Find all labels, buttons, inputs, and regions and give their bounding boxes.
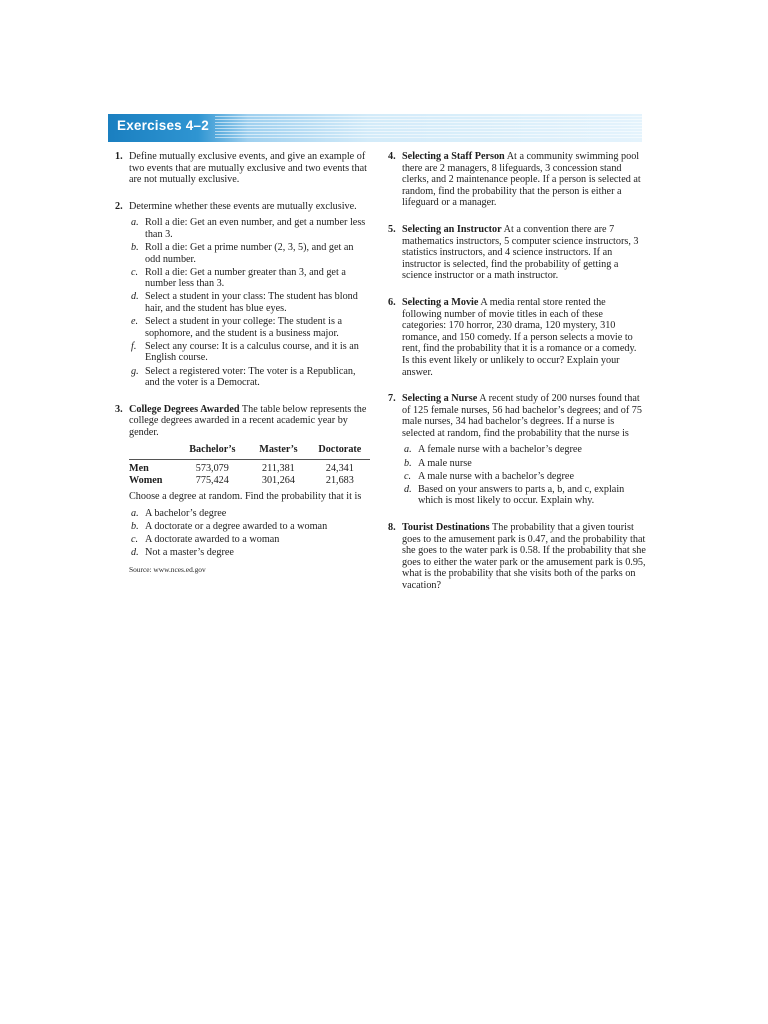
exercise-text: The table below represents the college degrees awarded in a recent academic year by gender. (129, 403, 367, 438)
item-letter: c. (131, 266, 139, 278)
exercise-items (129, 217, 370, 388)
source-note: Source: www.nces.ed.gov (129, 564, 206, 574)
table-header-cell: Doctorate (310, 444, 370, 459)
table-header-cell: Master’s (247, 444, 310, 459)
item-letter: c. (404, 470, 412, 482)
exercise-text: A recent study of 200 nurses found that of 125 female nurses, 56 had bachelor’s degrees; and of 75 male nurses, 34 had bachelor’s degrees. If a nurse is selected at random, find the probability that the nurse is (402, 393, 642, 439)
item-text: Roll a die: Get a prime number (2, 3, 5), and get an odd number. (145, 242, 354, 265)
exercise-title: Tourist Destinations (402, 521, 490, 533)
item-text: Roll a die: Get a number greater than 3, and get a number less than 3. (145, 266, 346, 290)
list-item (129, 547, 370, 559)
exercise-8 (388, 522, 646, 592)
item-letter: b. (131, 520, 139, 532)
right-column (388, 151, 646, 607)
list-item (129, 508, 370, 520)
item-text: Select a student in your class: The student has blond hair, and the student has blue eyes. (145, 291, 358, 315)
item-letter: a. (131, 217, 139, 229)
exercise-number: 8. (388, 521, 396, 533)
item-text: A bachelor’s degree (145, 507, 227, 519)
exercise-text: At a community swimming pool there are 2 managers, 8 lifeguards, 3 concession stand clerks, and 2 maintenance people. If a person is selected at random, find the probability that the person is either a lifeguard or a manager. (402, 151, 641, 209)
table-header-cell (129, 444, 177, 459)
degrees-table (129, 444, 370, 486)
item-text: Based on your answers to parts a, b, and c, explain which is most likely to occur. Explain why. (418, 483, 625, 507)
exercise-text: Determine whether these events are mutually exclusive. (129, 200, 357, 212)
item-letter: d. (131, 291, 139, 303)
list-item (129, 316, 370, 339)
table-cell: 573,079 (195, 463, 229, 475)
table-row (129, 475, 370, 487)
item-letter: e. (131, 316, 139, 328)
item-text: A doctorate awarded to a woman (145, 534, 280, 546)
list-item (402, 444, 646, 456)
item-text: A male nurse (418, 457, 472, 469)
item-letter: d. (131, 547, 139, 559)
item-text: A doctorate or a degree awarded to a woman (145, 520, 328, 532)
table-header-cell: Bachelor’s (177, 444, 247, 459)
table-cell: Men (129, 463, 149, 475)
table-cell: 775,424 (195, 474, 229, 486)
item-text: Roll a die: Get an even number, and get a number less than 3. (145, 217, 366, 240)
list-item (129, 267, 370, 290)
exercise-prompt: Choose a degree at random. Find the probability that it is (129, 491, 362, 503)
left-column (115, 151, 370, 590)
list-item (402, 471, 646, 483)
exercise-6 (388, 297, 646, 378)
list-item (402, 484, 646, 507)
list-item (129, 366, 370, 389)
item-text: Select any course: It is a calculus course, and it is an English course. (145, 340, 359, 364)
exercise-7 (388, 393, 646, 507)
list-item (129, 534, 370, 546)
exercise-number: 4. (388, 151, 396, 162)
exercise-number: 6. (388, 296, 396, 308)
exercise-number: 2. (115, 200, 123, 212)
exercise-2 (115, 201, 370, 389)
table-row (129, 460, 370, 475)
exercise-title: Selecting a Staff Person (402, 151, 505, 162)
exercise-title: Selecting a Movie (402, 296, 479, 308)
item-text: Select a student in your college: The student is a sophomore, and the student is a business major. (145, 316, 343, 339)
section-title: Exercises 4–2 (117, 118, 209, 133)
item-text: A male nurse with a bachelor’s degree (418, 470, 574, 482)
item-letter: c. (131, 534, 139, 546)
exercise-number: 7. (388, 393, 396, 405)
item-text: Select a registered voter: The voter is a Republican, and the voter is a Democrat. (145, 365, 356, 389)
list-item (402, 458, 646, 470)
item-text: Not a master’s degree (145, 547, 234, 559)
exercise-title: College Degrees Awarded (129, 403, 240, 415)
exercise-5 (388, 224, 646, 282)
exercise-items (402, 444, 646, 506)
exercise-items (129, 508, 370, 559)
item-letter: b. (404, 457, 412, 469)
exercise-3 (115, 404, 370, 576)
exercise-number: 5. (388, 223, 396, 235)
exercise-text: The probability that a given tourist goes to the amusement park is 0.47, and the probability that she goes to the water park is 0.58. If the probability that she goes to either the water park or the amusement park is 0.95, what is the probability that she visits both of the parks on vacation? (402, 521, 646, 591)
banner-decoration (215, 116, 642, 140)
table-header-row (129, 444, 370, 459)
item-letter: d. (404, 483, 412, 495)
list-item (129, 341, 370, 364)
exercise-text: Define mutually exclusive events, and give an example of two events that are mutually exclusive and two events that are not mutually exclusive. (129, 151, 367, 186)
exercise-number: 1. (115, 151, 123, 162)
list-item (129, 521, 370, 533)
exercise-title: Selecting an Instructor (402, 223, 502, 235)
item-letter: a. (404, 444, 412, 456)
table-cell: 211,381 (262, 463, 295, 475)
table-cell: 21,683 (325, 474, 354, 486)
exercise-number: 3. (115, 403, 123, 415)
list-item (129, 242, 370, 265)
item-text: A female nurse with a bachelor’s degree (418, 444, 582, 456)
list-item (129, 291, 370, 314)
exercise-1 (115, 151, 370, 186)
table-cell: Women (129, 474, 163, 486)
item-letter: g. (131, 365, 139, 377)
list-item (129, 217, 370, 240)
table-cell: 24,341 (325, 463, 354, 475)
exercise-text: A media rental store rented the following number of movie titles in each of these categories: 170 horror, 230 drama, 120 mystery, 310 romance, and 150 comedy. If a person selects a movie to rent, find the probability that it is a romance or a comedy. Is this event likely or unlikely to occur? Explain your answer. (402, 296, 637, 378)
exercise-4 (388, 151, 646, 209)
table-cell: 301,264 (261, 474, 295, 486)
item-letter: f. (131, 340, 137, 352)
item-letter: b. (131, 242, 139, 254)
exercise-title: Selecting a Nurse (402, 393, 478, 405)
item-letter: a. (131, 507, 139, 519)
exercise-text: At a convention there are 7 mathematics instructors, 5 computer science instructors, 3 statistics instructors, and 4 science instructors. If an instructor is selected, find the probability of getting a science instructor or a math instructor. (402, 223, 639, 282)
